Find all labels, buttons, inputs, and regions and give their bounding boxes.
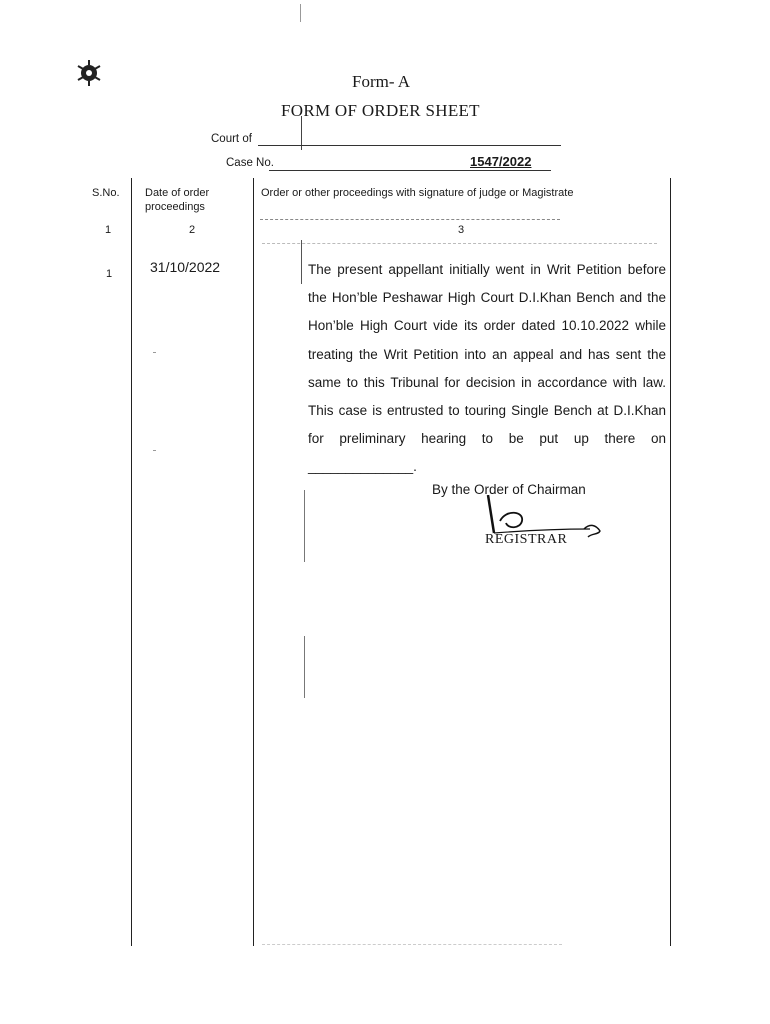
column-number: 3	[458, 224, 465, 236]
scan-mark	[153, 352, 156, 353]
column-header-order: Order or other proceedings with signature of judge or Magistrate	[261, 187, 574, 199]
column-header-date: Date of order proceedings	[145, 187, 210, 213]
row-sno: 1	[106, 268, 113, 280]
column-number: 2	[189, 224, 196, 236]
column-divider	[670, 178, 671, 946]
scan-mark	[153, 450, 156, 451]
by-order-line: By the Order of Chairman	[432, 482, 586, 497]
court-field-line	[258, 145, 561, 146]
case-field-line	[269, 170, 551, 171]
registrar-label: REGISTRAR	[485, 532, 568, 547]
form-title: FORM OF ORDER SHEET	[281, 101, 480, 120]
row-date: 31/10/2022	[150, 259, 221, 275]
scan-mark	[304, 636, 305, 698]
order-paragraph: The present appellant initially went in Writ Petition before the Hon’ble Peshawar High Court D.I.Khan Bench and the Hon’ble High Court vide its order dated 10.10.2022 while treating the Writ Petition into an appeal and has sent the same to this Tribunal for decision in accordance with law. This case is entrusted to touring Single Bench at D.I.Khan for preliminary hearing to be put up there on ______________.	[308, 262, 666, 475]
column-divider	[131, 178, 132, 946]
scan-mark	[304, 490, 305, 562]
form-label: Form- A	[352, 72, 411, 91]
bottom-separator	[262, 944, 562, 945]
tribunal-emblem-icon	[74, 58, 104, 88]
column-header-sno: S.No.	[92, 187, 120, 199]
number-separator	[262, 243, 657, 244]
scan-mark	[300, 4, 301, 22]
column-number: 1	[105, 224, 112, 236]
case-number: 1547/2022	[470, 154, 532, 169]
header-separator	[260, 219, 560, 220]
court-label: Court of	[211, 133, 252, 145]
column-divider	[253, 178, 254, 946]
order-text	[261, 256, 666, 482]
case-label: Case No.	[226, 157, 274, 169]
